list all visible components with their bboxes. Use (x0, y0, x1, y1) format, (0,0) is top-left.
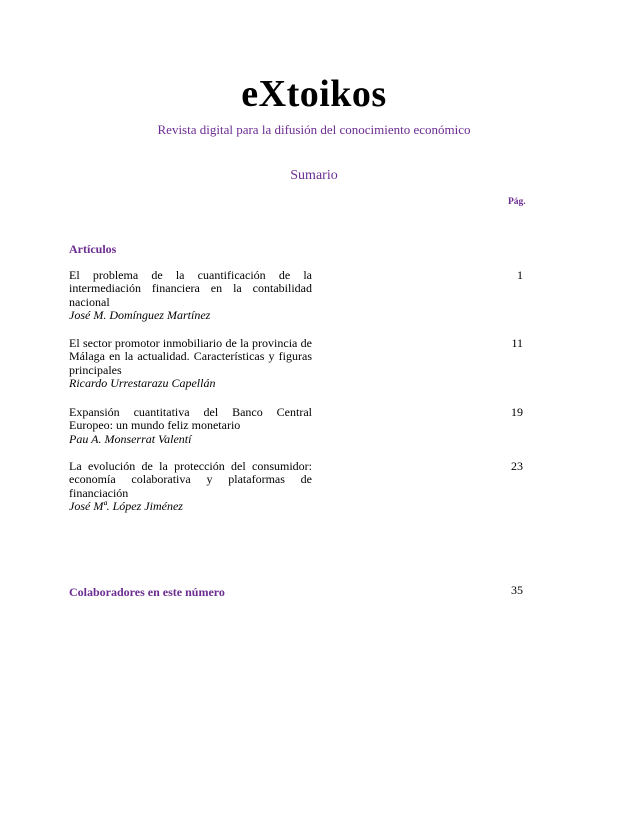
article-author: Ricardo Urrestarazu Capellán (69, 376, 216, 391)
article-title: El sector promotor inmobiliario de la provincia de Málaga en la actualidad. Características y figuras principales (69, 336, 312, 377)
article-page-number: 11 (511, 336, 523, 350)
journal-subtitle: Revista digital para la difusión del conocimiento económico (157, 122, 471, 137)
contributors-heading[interactable]: Colaboradores en este número (69, 585, 225, 599)
article-title: El problema de la cuantificación de la intermediación financiera en la contabilidad nacional (69, 268, 312, 309)
article-author: Pau A. Monserrat Valentí (69, 431, 192, 446)
article-title: La evolución de la protección del consumidor: economía colaborativa y plataformas de financiación (69, 459, 312, 500)
article-entry[interactable] (69, 406, 312, 446)
article-page-number: 19 (511, 405, 523, 419)
summary-heading: Sumario (290, 168, 338, 183)
article-author: José M. Domínguez Martínez (69, 308, 211, 323)
article-author: José Mª. López Jiménez (69, 499, 183, 514)
journal-title: eXtoikos (241, 73, 387, 115)
contributors-page-number: 35 (511, 583, 523, 597)
article-entry[interactable] (69, 269, 312, 323)
article-page-number: 23 (511, 459, 523, 473)
page-column-label: Pág. (508, 197, 526, 207)
article-page-number: 1 (517, 268, 523, 282)
article-entry[interactable] (69, 337, 312, 391)
articles-section-heading: Artículos (69, 242, 117, 256)
article-title: Expansión cuantitativa del Banco Central Europeo: un mundo feliz monetario (69, 405, 312, 433)
article-entry[interactable] (69, 460, 312, 514)
